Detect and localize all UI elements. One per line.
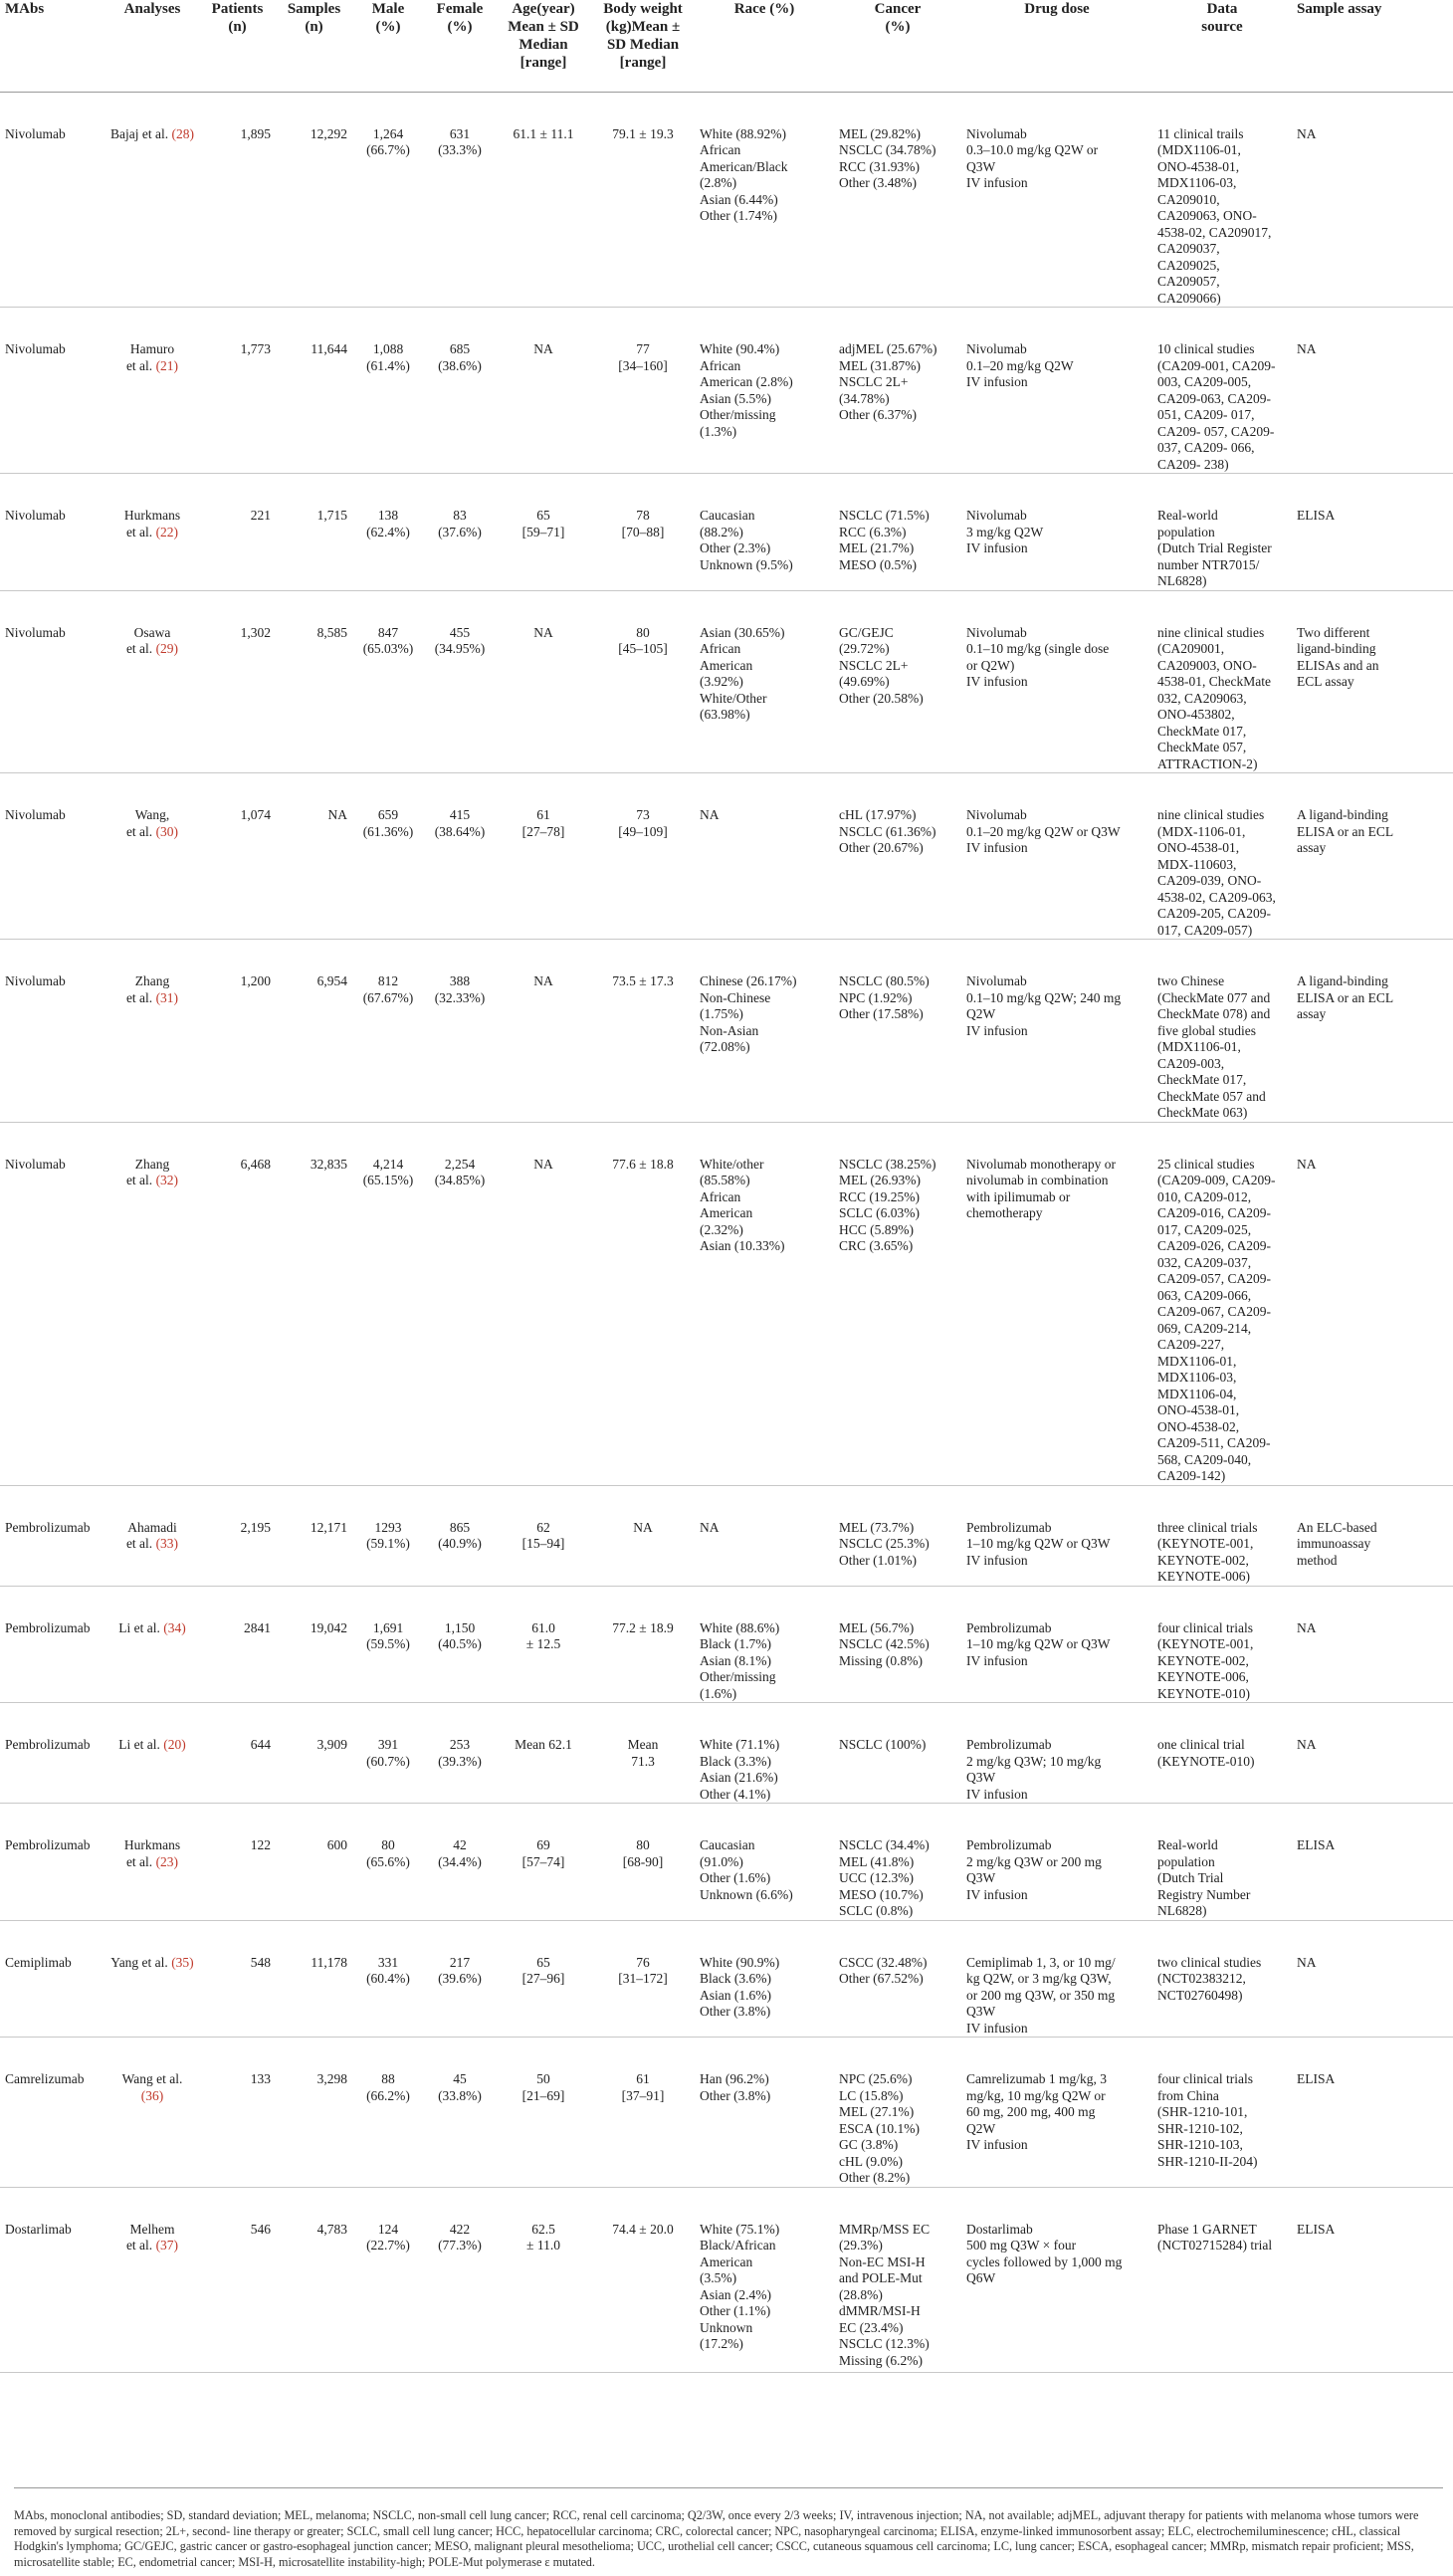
analyses-cell <box>105 92 199 308</box>
mab-cell: Cemiplimab <box>0 1920 105 2038</box>
sample-assay-cell: ELISA <box>1292 2038 1453 2188</box>
female-cell: 83 (37.6%) <box>424 474 496 591</box>
data-source-cell: one clinical trial (KEYNOTE-010) <box>1152 1703 1292 1804</box>
reference-link[interactable]: (22) <box>155 524 179 539</box>
table-row <box>0 1122 1453 1485</box>
analyses-cell <box>105 1804 199 1921</box>
analyses-cell <box>105 940 199 1123</box>
reference-link[interactable]: (32) <box>155 1173 179 1187</box>
drug-dose-cell: Pembrolizumab 2 mg/kg Q3W; 10 mg/kg Q3W IV infusion <box>961 1703 1152 1804</box>
body-weight-cell: 78 [70–88] <box>591 474 695 591</box>
cancer-cell: NPC (25.6%) LC (15.8%) MEL (27.1%) ESCA (10.1%) GC (3.8%) cHL (9.0%) Other (8.2%) <box>834 2038 961 2188</box>
mab-cell: Nivolumab <box>0 92 105 308</box>
drug-dose-cell: Nivolumab 0.3–10.0 mg/kg Q2W or Q3W IV infusion <box>961 92 1152 308</box>
race-cell: NA <box>695 773 834 940</box>
analyses-cell <box>105 1920 199 2038</box>
race-cell: White (90.4%) African American (2.8%) Asian (5.5%) Other/missing (1.3%) <box>695 308 834 474</box>
age-cell: 61.1 ± 11.1 <box>496 92 591 308</box>
samples-cell: 12,292 <box>276 92 352 308</box>
age-cell: 61.0 ± 12.5 <box>496 1586 591 1703</box>
patients-cell: 546 <box>199 2187 276 2372</box>
male-cell: 659 (61.36%) <box>352 773 424 940</box>
drug-dose-cell: Dostarlimab 500 mg Q3W × four cycles followed by 1,000 mg Q6W <box>961 2187 1152 2372</box>
author-text: Li et al. <box>118 1737 160 1752</box>
patients-cell: 6,468 <box>199 1122 276 1485</box>
analyses-cell <box>105 474 199 591</box>
mab-cell: Pembrolizumab <box>0 1703 105 1804</box>
author-text: Wang, et al. <box>125 807 170 839</box>
body-weight-cell: 79.1 ± 19.3 <box>591 92 695 308</box>
male-cell: 88 (66.2%) <box>352 2038 424 2188</box>
drug-dose-cell: Nivolumab 3 mg/kg Q2W IV infusion <box>961 474 1152 591</box>
male-cell: 4,214 (65.15%) <box>352 1122 424 1485</box>
author-text: Zhang et al. <box>125 1156 170 1187</box>
header-row <box>0 0 1453 92</box>
author-text: Melhem et al. <box>125 2221 175 2253</box>
female-cell: 2,254 (34.85%) <box>424 1122 496 1485</box>
author-text: Zhang et al. <box>125 973 170 1005</box>
reference-link[interactable]: (37) <box>155 2238 179 2253</box>
male-cell: 1,691 (59.5%) <box>352 1586 424 1703</box>
cancer-cell: NSCLC (80.5%) NPC (1.92%) Other (17.58%) <box>834 940 961 1123</box>
sample-assay-cell: An ELC-based immunoassay method <box>1292 1485 1453 1586</box>
cancer-cell: MEL (56.7%) NSCLC (42.5%) Missing (0.8%) <box>834 1586 961 1703</box>
header-patients: Patients (n) <box>199 0 276 92</box>
table-row <box>0 308 1453 474</box>
female-cell: 422 (77.3%) <box>424 2187 496 2372</box>
samples-cell: 11,178 <box>276 1920 352 2038</box>
race-cell: Han (96.2%) Other (3.8%) <box>695 2038 834 2188</box>
table-row <box>0 474 1453 591</box>
patients-cell: 1,302 <box>199 590 276 773</box>
samples-cell: 12,171 <box>276 1485 352 1586</box>
body-weight-cell: 77.2 ± 18.9 <box>591 1586 695 1703</box>
table-row <box>0 2187 1453 2372</box>
header-mabs: MAbs <box>0 0 105 92</box>
data-source-cell: Real-world population (Dutch Trial Register number NTR7015/ NL6828) <box>1152 474 1292 591</box>
table-row <box>0 940 1453 1123</box>
age-cell: 65 [59–71] <box>496 474 591 591</box>
age-cell: 61 [27–78] <box>496 773 591 940</box>
header-analyses: Analyses <box>105 0 199 92</box>
header-age: Age(year) Mean ± SD Median [range] <box>496 0 591 92</box>
analyses-cell <box>105 2038 199 2188</box>
sample-assay-cell: ELISA <box>1292 474 1453 591</box>
patients-cell: 122 <box>199 1804 276 1921</box>
female-cell: 415 (38.64%) <box>424 773 496 940</box>
male-cell: 138 (62.4%) <box>352 474 424 591</box>
drug-dose-cell: Nivolumab monotherapy or nivolumab in combination with ipilimumab or chemotherapy <box>961 1122 1152 1485</box>
cancer-cell: NSCLC (38.25%) MEL (26.93%) RCC (19.25%) SCLC (6.03%) HCC (5.89%) CRC (3.65%) <box>834 1122 961 1485</box>
body-weight-cell: 77 [34–160] <box>591 308 695 474</box>
drug-dose-cell: Nivolumab 0.1–20 mg/kg Q2W IV infusion <box>961 308 1152 474</box>
race-cell: White/other (85.58%) African American (2.32%) Asian (10.33%) <box>695 1122 834 1485</box>
analyses-cell <box>105 590 199 773</box>
age-cell: Mean 62.1 <box>496 1703 591 1804</box>
female-cell: 217 (39.6%) <box>424 1920 496 2038</box>
author-text: Bajaj et al. <box>110 125 169 141</box>
reference-link[interactable]: (29) <box>155 641 179 656</box>
samples-cell: NA <box>276 773 352 940</box>
drug-dose-cell: Cemiplimab 1, 3, or 10 mg/ kg Q2W, or 3 mg/kg Q3W, or 200 mg Q3W, or 350 mg Q3W IV infusion <box>961 1920 1152 2038</box>
header-cancer: Cancer (%) <box>834 0 961 92</box>
male-cell: 391 (60.7%) <box>352 1703 424 1804</box>
samples-cell: 4,783 <box>276 2187 352 2372</box>
age-cell: 69 [57–74] <box>496 1804 591 1921</box>
table-row <box>0 590 1453 773</box>
data-source-cell: 11 clinical trails (MDX1106-01, ONO-4538-01, MDX1106-03, CA209010, CA209063, ONO- 4538-02, CA209017, CA209037, CA209025, CA209057, CA209066) <box>1152 92 1292 308</box>
reference-link[interactable]: (20) <box>163 1737 186 1752</box>
patients-cell: 1,773 <box>199 308 276 474</box>
age-cell: 50 [21–69] <box>496 2038 591 2188</box>
body-weight-cell: 74.4 ± 20.0 <box>591 2187 695 2372</box>
table-row <box>0 1703 1453 1804</box>
analyses-cell <box>105 1586 199 1703</box>
male-cell: 1,264 (66.7%) <box>352 92 424 308</box>
mab-cell: Camrelizumab <box>0 2038 105 2188</box>
table-body <box>0 92 1453 2372</box>
cancer-cell: adjMEL (25.67%) MEL (31.87%) NSCLC 2L+ (34.78%) Other (6.37%) <box>834 308 961 474</box>
header-drug-dose: Drug dose <box>961 0 1152 92</box>
data-source-cell: 10 clinical studies (CA209-001, CA209- 003, CA209-005, CA209-063, CA209- 051, CA209- 017, CA209- 057, CA209- 037, CA209- 066, CA209- 238) <box>1152 308 1292 474</box>
data-source-cell: four clinical trials from China (SHR-1210-101, SHR-1210-102, SHR-1210-103, SHR-1210-II-204) <box>1152 2038 1292 2188</box>
reference-link[interactable]: (23) <box>155 1853 179 1869</box>
reference-link[interactable]: (35) <box>171 1954 194 1970</box>
patients-cell: 1,200 <box>199 940 276 1123</box>
samples-cell: 19,042 <box>276 1586 352 1703</box>
mab-cell: Dostarlimab <box>0 2187 105 2372</box>
sample-assay-cell: A ligand-binding ELISA or an ECL assay <box>1292 773 1453 940</box>
mab-cell: Nivolumab <box>0 773 105 940</box>
body-weight-cell: 80 [68-90] <box>591 1804 695 1921</box>
age-cell: 62 [15–94] <box>496 1485 591 1586</box>
mab-cell: Nivolumab <box>0 1122 105 1485</box>
age-cell: 62.5 ± 11.0 <box>496 2187 591 2372</box>
drug-dose-cell: Pembrolizumab 1–10 mg/kg Q2W or Q3W IV infusion <box>961 1485 1152 1586</box>
age-cell: NA <box>496 308 591 474</box>
body-weight-cell: 61 [37–91] <box>591 2038 695 2188</box>
table-row <box>0 92 1453 308</box>
header-race: Race (%) <box>695 0 834 92</box>
race-cell: NA <box>695 1485 834 1586</box>
drug-dose-cell: Camrelizumab 1 mg/kg, 3 mg/kg, 10 mg/kg Q2W or 60 mg, 200 mg, 400 mg Q2W IV infusion <box>961 2038 1152 2188</box>
reference-link[interactable]: (36) <box>140 2087 164 2103</box>
samples-cell: 32,835 <box>276 1122 352 1485</box>
patients-cell: 2,195 <box>199 1485 276 1586</box>
patients-cell: 1,074 <box>199 773 276 940</box>
analyses-cell <box>105 1703 199 1804</box>
cancer-cell: NSCLC (34.4%) MEL (41.8%) UCC (12.3%) MESO (10.7%) SCLC (0.8%) <box>834 1804 961 1921</box>
male-cell: 80 (65.6%) <box>352 1804 424 1921</box>
drug-dose-cell: Nivolumab 0.1–20 mg/kg Q2W or Q3W IV infusion <box>961 773 1152 940</box>
age-cell: NA <box>496 590 591 773</box>
header-male: Male (%) <box>352 0 424 92</box>
race-cell: White (75.1%) Black/African American (3.5%) Asian (2.4%) Other (1.1%) Unknown (17.2%) <box>695 2187 834 2372</box>
patients-cell: 133 <box>199 2038 276 2188</box>
female-cell: 388 (32.33%) <box>424 940 496 1123</box>
race-cell: White (88.92%) African American/Black (2.8%) Asian (6.44%) Other (1.74%) <box>695 92 834 308</box>
reference-link[interactable]: (30) <box>155 823 179 839</box>
mab-cell: Nivolumab <box>0 590 105 773</box>
race-cell: White (90.9%) Black (3.6%) Asian (1.6%) Other (3.8%) <box>695 1920 834 2038</box>
data-source-cell: three clinical trials (KEYNOTE-001, KEYNOTE-002, KEYNOTE-006) <box>1152 1485 1292 1586</box>
male-cell: 812 (67.67%) <box>352 940 424 1123</box>
reference-link[interactable]: (28) <box>171 125 194 141</box>
female-cell: 631 (33.3%) <box>424 92 496 308</box>
race-cell: Chinese (26.17%) Non-Chinese (1.75%) Non-Asian (72.08%) <box>695 940 834 1123</box>
cancer-cell: MEL (29.82%) NSCLC (34.78%) RCC (31.93%) Other (3.48%) <box>834 92 961 308</box>
body-weight-cell: 77.6 ± 18.8 <box>591 1122 695 1485</box>
patients-cell: 221 <box>199 474 276 591</box>
header-sample-assay: Sample assay <box>1292 0 1453 92</box>
male-cell: 1293 (59.1%) <box>352 1485 424 1586</box>
table-row <box>0 1485 1453 1586</box>
drug-dose-cell: Pembrolizumab 2 mg/kg Q3W or 200 mg Q3W IV infusion <box>961 1804 1152 1921</box>
data-source-cell: nine clinical studies (MDX-1106-01, ONO-4538-01, MDX-110603, CA209-039, ONO- 4538-02, CA209-063, CA209-205, CA209- 017, CA209-057) <box>1152 773 1292 940</box>
header-body-weight: Body weight (kg)Mean ± SD Median [range] <box>591 0 695 92</box>
sample-assay-cell: ELISA <box>1292 2187 1453 2372</box>
data-source-cell: Real-world population (Dutch Trial Registry Number NL6828) <box>1152 1804 1292 1921</box>
samples-cell: 3,298 <box>276 2038 352 2188</box>
table-row <box>0 1586 1453 1703</box>
samples-cell: 8,585 <box>276 590 352 773</box>
sample-assay-cell: ELISA <box>1292 1804 1453 1921</box>
table-row <box>0 1920 1453 2038</box>
author-text: Yang et al. <box>110 1954 168 1970</box>
female-cell: 253 (39.3%) <box>424 1703 496 1804</box>
age-cell: NA <box>496 1122 591 1485</box>
data-source-cell: Phase 1 GARNET (NCT02715284) trial <box>1152 2187 1292 2372</box>
age-cell: 65 [27–96] <box>496 1920 591 2038</box>
analyses-cell <box>105 308 199 474</box>
header-samples: Samples (n) <box>276 0 352 92</box>
data-source-cell: 25 clinical studies (CA209-009, CA209- 010, CA209-012, CA209-016, CA209- 017, CA209-025, CA209-026, CA209- 032, CA209-037, CA209-057, CA209- 063, CA209-066, CA209-067, CA209- 069, CA209-214, CA209-227, MDX1106-01, MDX1106-03, MDX1106-04, ONO-4538-01, ONO-4538-02, CA209-511, CA209- 568, CA209-040, CA209-142) <box>1152 1122 1292 1485</box>
male-cell: 124 (22.7%) <box>352 2187 424 2372</box>
race-cell: Caucasian (88.2%) Other (2.3%) Unknown (9.5%) <box>695 474 834 591</box>
table-row <box>0 2038 1453 2188</box>
table-row <box>0 773 1453 940</box>
analyses-cell <box>105 773 199 940</box>
sample-assay-cell: NA <box>1292 1703 1453 1804</box>
mab-cell: Nivolumab <box>0 474 105 591</box>
cancer-cell: MEL (73.7%) NSCLC (25.3%) Other (1.01%) <box>834 1485 961 1586</box>
data-source-cell: four clinical trials (KEYNOTE-001, KEYNOTE-002, KEYNOTE-006, KEYNOTE-010) <box>1152 1586 1292 1703</box>
samples-cell: 6,954 <box>276 940 352 1123</box>
author-text: Li et al. <box>118 1619 160 1635</box>
sample-assay-cell: Two different ligand-binding ELISAs and an ECL assay <box>1292 590 1453 773</box>
analyses-cell <box>105 1122 199 1485</box>
body-weight-cell: NA <box>591 1485 695 1586</box>
mab-cell: Pembrolizumab <box>0 1485 105 1586</box>
sample-assay-cell: NA <box>1292 92 1453 308</box>
female-cell: 685 (38.6%) <box>424 308 496 474</box>
female-cell: 455 (34.95%) <box>424 590 496 773</box>
author-text: Wang et al. <box>121 2071 183 2086</box>
reference-link[interactable]: (33) <box>155 1536 179 1551</box>
drug-dose-cell: Nivolumab 0.1–10 mg/kg (single dose or Q2W) IV infusion <box>961 590 1152 773</box>
male-cell: 1,088 (61.4%) <box>352 308 424 474</box>
age-cell: NA <box>496 940 591 1123</box>
samples-cell: 3,909 <box>276 1703 352 1804</box>
mab-cell: Pembrolizumab <box>0 1586 105 1703</box>
reference-link[interactable]: (21) <box>155 357 179 373</box>
sample-assay-cell: A ligand-binding ELISA or an ECL assay <box>1292 940 1453 1123</box>
race-cell: White (88.6%) Black (1.7%) Asian (8.1%) Other/missing (1.6%) <box>695 1586 834 1703</box>
body-weight-cell: 73 [49–109] <box>591 773 695 940</box>
samples-cell: 600 <box>276 1804 352 1921</box>
samples-cell: 1,715 <box>276 474 352 591</box>
analyses-cell <box>105 1485 199 1586</box>
author-text: Ahamadi et al. <box>125 1519 177 1551</box>
data-source-cell: nine clinical studies (CA209001, CA209003, ONO- 4538-01, CheckMate 032, CA209063, ONO-453802, CheckMate 017, CheckMate 057, ATTRACTION-2) <box>1152 590 1292 773</box>
header-female: Female (%) <box>424 0 496 92</box>
author-text: Hurkmans et al. <box>123 1837 181 1869</box>
body-weight-cell: 80 [45–105] <box>591 590 695 773</box>
analyses-cell <box>105 2187 199 2372</box>
cancer-cell: NSCLC (100%) <box>834 1703 961 1804</box>
sample-assay-cell: NA <box>1292 1122 1453 1485</box>
race-cell: Asian (30.65%) African American (3.92%) White/Other (63.98%) <box>695 590 834 773</box>
table-row <box>0 1804 1453 1921</box>
cancer-cell: CSCC (32.48%) Other (67.52%) <box>834 1920 961 2038</box>
cancer-cell: GC/GEJC (29.72%) NSCLC 2L+ (49.69%) Other (20.58%) <box>834 590 961 773</box>
cancer-cell: MMRp/MSS EC (29.3%) Non-EC MSI-H and POLE-Mut (28.8%) dMMR/MSI-H EC (23.4%) NSCLC (12.3%) Missing (6.2%) <box>834 2187 961 2372</box>
samples-cell: 11,644 <box>276 308 352 474</box>
female-cell: 42 (34.4%) <box>424 1804 496 1921</box>
drug-dose-cell: Pembrolizumab 1–10 mg/kg Q2W or Q3W IV infusion <box>961 1586 1152 1703</box>
cancer-cell: NSCLC (71.5%) RCC (6.3%) MEL (21.7%) MESO (0.5%) <box>834 474 961 591</box>
header-data-source: Data source <box>1152 0 1292 92</box>
author-text: Hamuro et al. <box>125 341 175 373</box>
sample-assay-cell: NA <box>1292 308 1453 474</box>
male-cell: 331 (60.4%) <box>352 1920 424 2038</box>
male-cell: 847 (65.03%) <box>352 590 424 773</box>
patients-cell: 644 <box>199 1703 276 1804</box>
female-cell: 1,150 (40.5%) <box>424 1586 496 1703</box>
drug-dose-cell: Nivolumab 0.1–10 mg/kg Q2W; 240 mg Q2W IV infusion <box>961 940 1152 1123</box>
sample-assay-cell: NA <box>1292 1920 1453 2038</box>
reference-link[interactable]: (34) <box>163 1619 186 1635</box>
female-cell: 865 (40.9%) <box>424 1485 496 1586</box>
sample-assay-cell: NA <box>1292 1586 1453 1703</box>
data-source-cell: two Chinese (CheckMate 077 and CheckMate 078) and five global studies (MDX1106-01, CA209-003, CheckMate 017, CheckMate 057 and CheckMate 063) <box>1152 940 1292 1123</box>
body-weight-cell: 73.5 ± 17.3 <box>591 940 695 1123</box>
author-text: Hurkmans et al. <box>123 508 181 539</box>
mab-cell: Pembrolizumab <box>0 1804 105 1921</box>
race-cell: Caucasian (91.0%) Other (1.6%) Unknown (6.6%) <box>695 1804 834 1921</box>
data-source-cell: two clinical studies (NCT02383212, NCT02760498) <box>1152 1920 1292 2038</box>
body-weight-cell: 76 [31–172] <box>591 1920 695 2038</box>
cancer-cell: cHL (17.97%) NSCLC (61.36%) Other (20.67%) <box>834 773 961 940</box>
patients-cell: 2841 <box>199 1586 276 1703</box>
race-cell: White (71.1%) Black (3.3%) Asian (21.6%) Other (4.1%) <box>695 1703 834 1804</box>
mab-cell: Nivolumab <box>0 940 105 1123</box>
body-weight-cell: Mean 71.3 <box>591 1703 695 1804</box>
patients-cell: 1,895 <box>199 92 276 308</box>
patients-cell: 548 <box>199 1920 276 2038</box>
reference-link[interactable]: (31) <box>155 989 179 1005</box>
table-footnote: MAbs, monoclonal antibodies; SD, standard deviation; MEL, melanoma; NSCLC, non-small cell lung cancer; RCC, renal cell carcinoma; Q2/3W, once every 2/3 weeks; IV, intravenous injection; NA, not available; adjMEL, adjuvant therapy for patients with melanoma whose tumors were removed by surgical resection; 2L+, second- line therapy or greater; SCLC, small cell lung cancer; HCC, hepatocellular carcinoma; CRC, colorectal cancer; NPC, nasopharyngeal carcinoma; ELISA, enzyme-linked immunosorbent assay; ELC, electrochemiluminescence; cHL, classical Hodgkin's lymphoma; GC/GEJC, gastric cancer or gastro-esophageal junction cancer; MESO, malignant pleural mesothelioma; UCC, urothelial cell cancer; CSCC, cutaneous squamous cell carcinoma; LC, lung cancer; ESCA, esophageal cancer; MMRp, mismatch repair proficient; MSS, microsatellite stable; EC, endometrial cancer; MSI-H, microsatellite instability-high; POLE-Mut polymerase ε mutated. <box>14 2487 1443 2570</box>
female-cell: 45 (33.8%) <box>424 2038 496 2188</box>
mab-cell: Nivolumab <box>0 308 105 474</box>
author-text: Osawa et al. <box>125 624 171 656</box>
